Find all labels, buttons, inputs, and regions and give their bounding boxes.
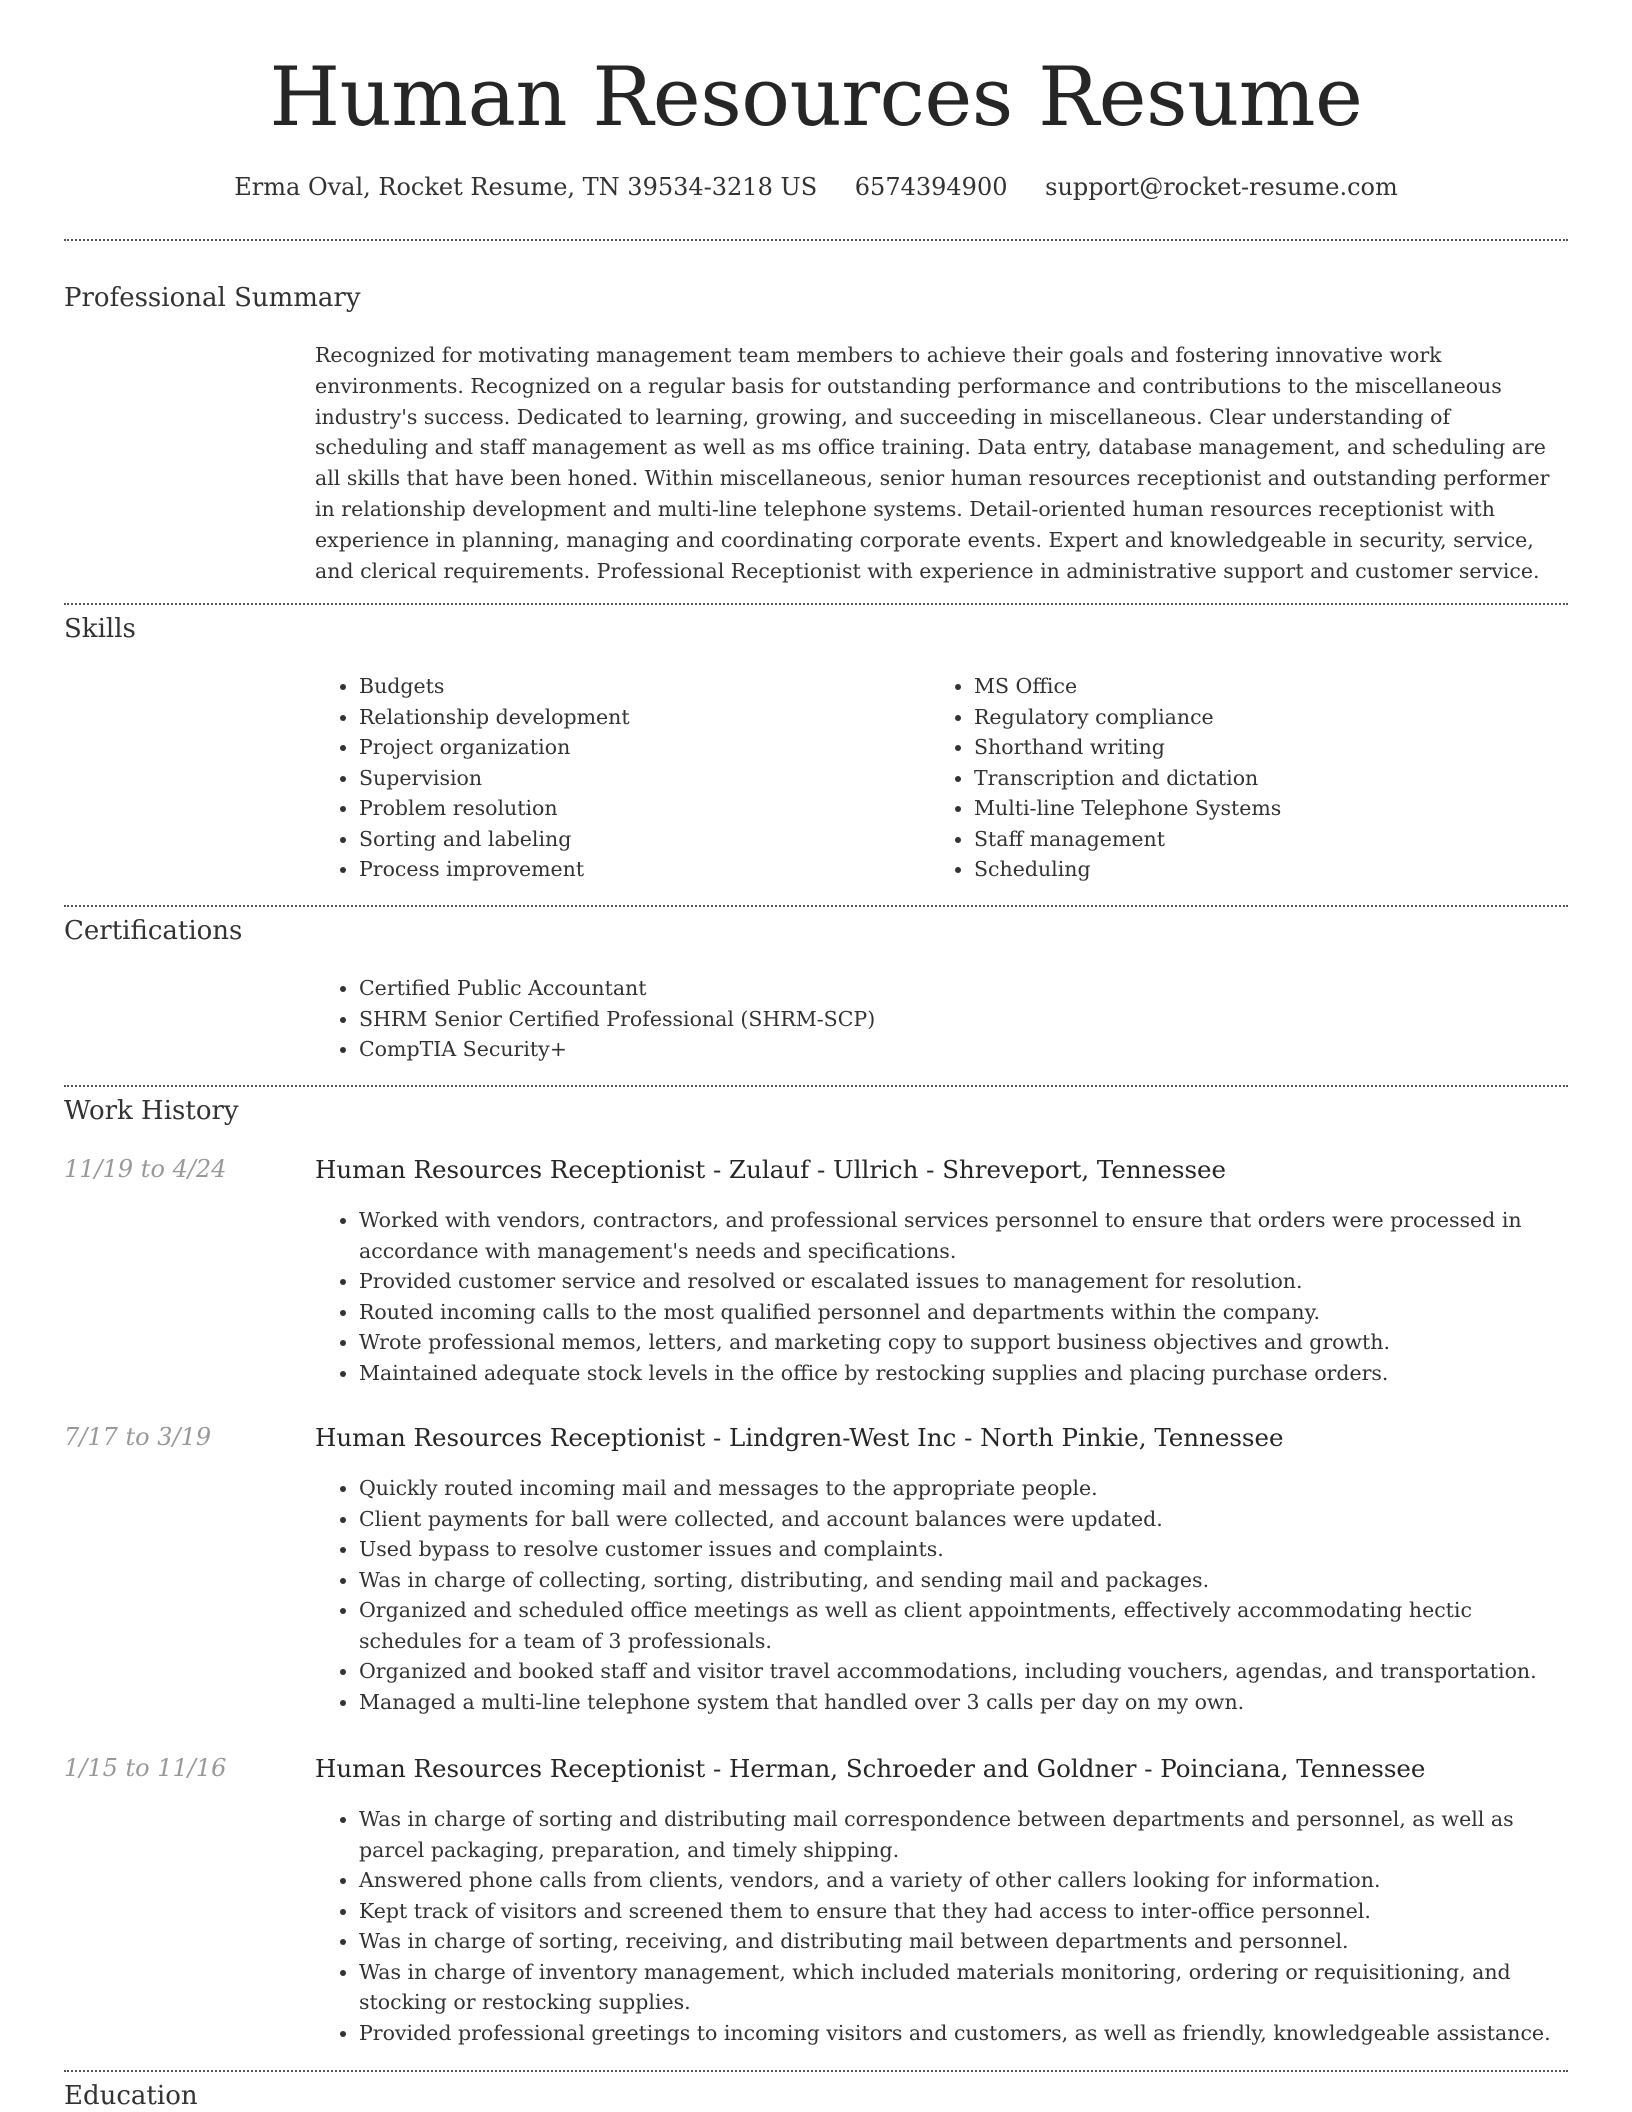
job-bullet-list xyxy=(315,1205,1568,1388)
job-bullet: • Quickly routed incoming mail and messages to the appropriate people. xyxy=(359,1473,1568,1504)
job-bullet: • Provided professional greetings to incoming visitors and customers, as well as friendly, knowledgeable assistance. xyxy=(359,2018,1568,2049)
divider xyxy=(64,1085,1568,1087)
divider xyxy=(64,239,1568,241)
divider xyxy=(64,905,1568,907)
summary-text: Recognized for motivating management team members to achieve their goals and fostering innovative work environments. Recognized on a regular basis for outstanding performance and contributions to the miscellaneous industry's success. Dedicated to learning, growing, and succeeding in miscellaneous. Clear understanding of scheduling and staff management as well as ms office training. Data entry, database management, and scheduling are all skills that have been honed. Within miscellaneous, senior human resources receptionist and outstanding performer in relationship development and multi-line telephone systems. Detail-oriented human resources receptionist with experience in planning, managing and coordinating corporate events. Expert and knowledgeable in security, service, and clerical requirements. Professional Receptionist with experience in administrative support and customer service. xyxy=(315,343,1550,583)
job-bullet: • Used bypass to resolve customer issues and complaints. xyxy=(359,1534,1568,1565)
job-title: Human Resources Receptionist - Zulauf - Ullrich - Shreveport, Tennessee xyxy=(315,1155,1227,1184)
job-bullet: • Was in charge of collecting, sorting, distributing, and sending mail and packages. xyxy=(359,1565,1568,1596)
job-bullet: • Worked with vendors, contractors, and professional services personnel to ensure that orders were processed in accordance with management's needs and specifications. xyxy=(359,1205,1568,1266)
skill-item: • Transcription and dictation xyxy=(974,763,1530,794)
job-dates: 11/19 to 4/24 xyxy=(64,1155,227,1183)
resume-page xyxy=(64,0,1568,2111)
job-title: Human Resources Receptionist - Lindgren-West Inc - North Pinkie, Tennessee xyxy=(315,1423,1284,1452)
skill-item: • MS Office xyxy=(974,671,1530,702)
section-title-certifications: Certifications xyxy=(64,916,243,946)
job-bullets xyxy=(315,1205,1568,1388)
skill-item: • Problem resolution xyxy=(359,793,915,824)
contact-line xyxy=(64,173,1568,201)
certifications-block xyxy=(315,973,1568,1065)
job-bullet: • Was in charge of sorting and distributing mail correspondence between departments and personnel, as well as parcel packaging, preparation, and timely shipping. xyxy=(359,1804,1568,1865)
section-title-work-history: Work History xyxy=(64,1096,239,1126)
certifications-list xyxy=(315,973,1568,1065)
certification-item: • SHRM Senior Certified Professional (SHRM-SCP) xyxy=(359,1004,1568,1035)
certification-item: • Certified Public Accountant xyxy=(359,973,1568,1004)
job-dates: 1/15 to 11/16 xyxy=(64,1754,227,1782)
job-bullet: • Organized and scheduled office meetings as well as client appointments, effectively accommodating hectic schedules for a team of 3 professionals. xyxy=(359,1595,1568,1656)
skill-item: • Budgets xyxy=(359,671,915,702)
skill-item: • Shorthand writing xyxy=(974,732,1530,763)
job-bullet: • Client payments for ball were collected, and account balances were updated. xyxy=(359,1504,1568,1535)
job-bullet: • Was in charge of sorting, receiving, and distributing mail between departments and personnel. xyxy=(359,1926,1568,1957)
certification-item: • CompTIA Security+ xyxy=(359,1034,1568,1065)
skills-list-left xyxy=(315,671,915,885)
job-bullet: • Routed incoming calls to the most qualified personnel and departments within the company. xyxy=(359,1297,1568,1328)
job-dates: 7/17 to 3/19 xyxy=(64,1423,212,1451)
contact-phone: 6574394900 xyxy=(854,173,1008,201)
divider xyxy=(64,603,1568,605)
job-bullet: • Maintained adequate stock levels in the office by restocking supplies and placing purchase orders. xyxy=(359,1358,1568,1389)
skills-right-column xyxy=(930,671,1530,885)
job-bullet-list xyxy=(315,1473,1568,1717)
skill-item: • Scheduling xyxy=(974,854,1530,885)
contact-address: Erma Oval, Rocket Resume, TN 39534-3218 US xyxy=(234,173,818,201)
skill-item: • Multi-line Telephone Systems xyxy=(974,793,1530,824)
skill-item: • Relationship development xyxy=(359,702,915,733)
job-bullets xyxy=(315,1473,1568,1717)
job-bullets xyxy=(315,1804,1568,2048)
section-title-education: Education xyxy=(64,2081,198,2111)
skill-item: • Staff management xyxy=(974,824,1530,855)
job-bullet: • Provided customer service and resolved or escalated issues to management for resolution. xyxy=(359,1266,1568,1297)
section-title-summary: Professional Summary xyxy=(64,283,361,313)
skill-item: • Project organization xyxy=(359,732,915,763)
job-bullet: • Was in charge of inventory management, which included materials monitoring, ordering or requisitioning, and stocking or restocking supplies. xyxy=(359,1957,1568,2018)
job-bullet-list xyxy=(315,1804,1568,2048)
skill-item: • Process improvement xyxy=(359,854,915,885)
job-bullet: • Organized and booked staff and visitor travel accommodations, including vouchers, agendas, and transportation. xyxy=(359,1656,1568,1687)
skill-item: • Supervision xyxy=(359,763,915,794)
job-bullet: • Kept track of visitors and screened them to ensure that they had access to inter-office personnel. xyxy=(359,1896,1568,1927)
job-bullet: • Managed a multi-line telephone system that handled over 3 calls per day on my own. xyxy=(359,1687,1568,1718)
contact-email[interactable]: support@rocket-resume.com xyxy=(1045,173,1398,201)
skill-item: • Sorting and labeling xyxy=(359,824,915,855)
resume-name: Human Resources Resume xyxy=(269,51,1363,145)
skills-left-column xyxy=(315,671,915,885)
skills-list-right xyxy=(930,671,1530,885)
job-bullet: • Wrote professional memos, letters, and marketing copy to support business objectives and growth. xyxy=(359,1327,1568,1358)
job-title: Human Resources Receptionist - Herman, Schroeder and Goldner - Poinciana, Tennessee xyxy=(315,1754,1426,1783)
divider xyxy=(64,2070,1568,2072)
job-bullet: • Answered phone calls from clients, vendors, and a variety of other callers looking for information. xyxy=(359,1865,1568,1896)
section-title-skills: Skills xyxy=(64,614,136,644)
skill-item: • Regulatory compliance xyxy=(974,702,1530,733)
